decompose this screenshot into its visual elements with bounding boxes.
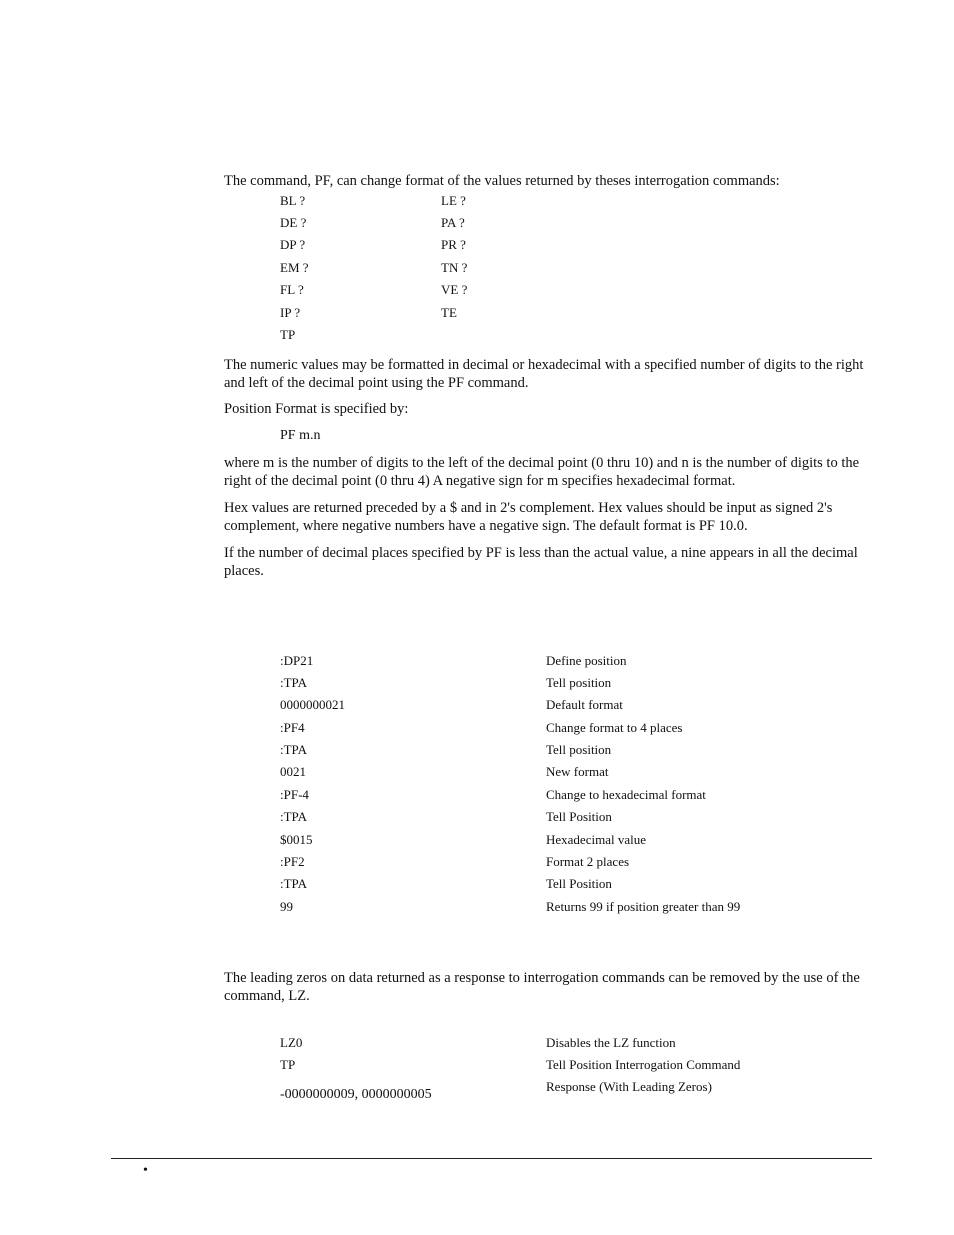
example-description: Response (With Leading Zeros) [546,1079,712,1094]
syntax-line: PF m.n [280,428,321,443]
command-item: VE ? [441,282,468,297]
example-command: $0015 [280,832,313,847]
example-command: 99 [280,899,293,914]
command-item: TE [441,305,457,320]
example-command: 0000000021 [280,697,345,712]
example-command: :TPA [280,742,307,757]
hex-paragraph: Hex values are returned preceded by a $ and in 2's complement. Hex values should be input as signed 2's complement, where negative numbers have a negative sign. The default format is PF 10.0. [224,500,833,534]
example-command: TP [280,1057,296,1072]
example-description: Tell Position [546,809,612,824]
command-item: IP ? [280,305,301,320]
command-item: BL ? [280,193,306,208]
command-item: DP ? [280,237,306,252]
example-command: :PF4 [280,720,305,735]
footer-bullet: • [143,1163,148,1178]
example-description: Tell position [546,675,612,690]
example-description: Tell Position [546,876,612,891]
command-item: PR ? [441,237,466,252]
example-description: New format [546,764,609,779]
example-description: Format 2 places [546,854,630,869]
example-description: Change to hexadecimal format [546,787,706,802]
command-item: DE ? [280,215,307,230]
example-command: LZ0 [280,1035,303,1050]
command-item: EM ? [280,260,309,275]
example-command: -0000000009, 0000000005 [280,1087,432,1102]
where-paragraph: where m is the number of digits to the left of the decimal point (0 thru 10) and n is the number of digits to the right of the decimal point (0 thru 4) A negative sign for m specifies hexadecimal format. [224,455,860,489]
position-format-paragraph: Position Format is specified by: [224,401,409,417]
example-description: Tell position [546,742,612,757]
example-description: Disables the LZ function [546,1035,676,1050]
example-description: Default format [546,697,623,712]
command-item: TN ? [441,260,468,275]
example-description: Returns 99 if position greater than 99 [546,899,741,914]
example-command: :TPA [280,809,307,824]
example-description: Tell Position Interrogation Command [546,1057,741,1072]
footer-rule [111,1158,872,1159]
command-item: FL ? [280,282,304,297]
leading-zeros-paragraph: The leading zeros on data returned as a response to interrogation commands can be removed by the use of the command, LZ. [224,970,860,1004]
example-command: :DP21 [280,653,314,668]
command-item: PA ? [441,215,465,230]
numeric-format-paragraph: The numeric values may be formatted in decimal or hexadecimal with a specified number of digits to the right and left of the decimal point using the PF command. [224,357,864,391]
example-command: :PF-4 [280,787,309,802]
example-command: 0021 [280,764,306,779]
command-item: LE ? [441,193,466,208]
command-item: TP [280,327,296,342]
example-description: Change format to 4 places [546,720,683,735]
intro-paragraph: The command, PF, can change format of the values returned by theses interrogation commands: [224,173,780,189]
example-description: Define position [546,653,627,668]
nine-paragraph: If the number of decimal places specified by PF is less than the actual value, a nine appears in all the decimal places. [224,545,858,579]
example-command: :TPA [280,675,307,690]
example-description: Hexadecimal value [546,832,646,847]
example-command: :TPA [280,876,307,891]
example-command: :PF2 [280,854,305,869]
